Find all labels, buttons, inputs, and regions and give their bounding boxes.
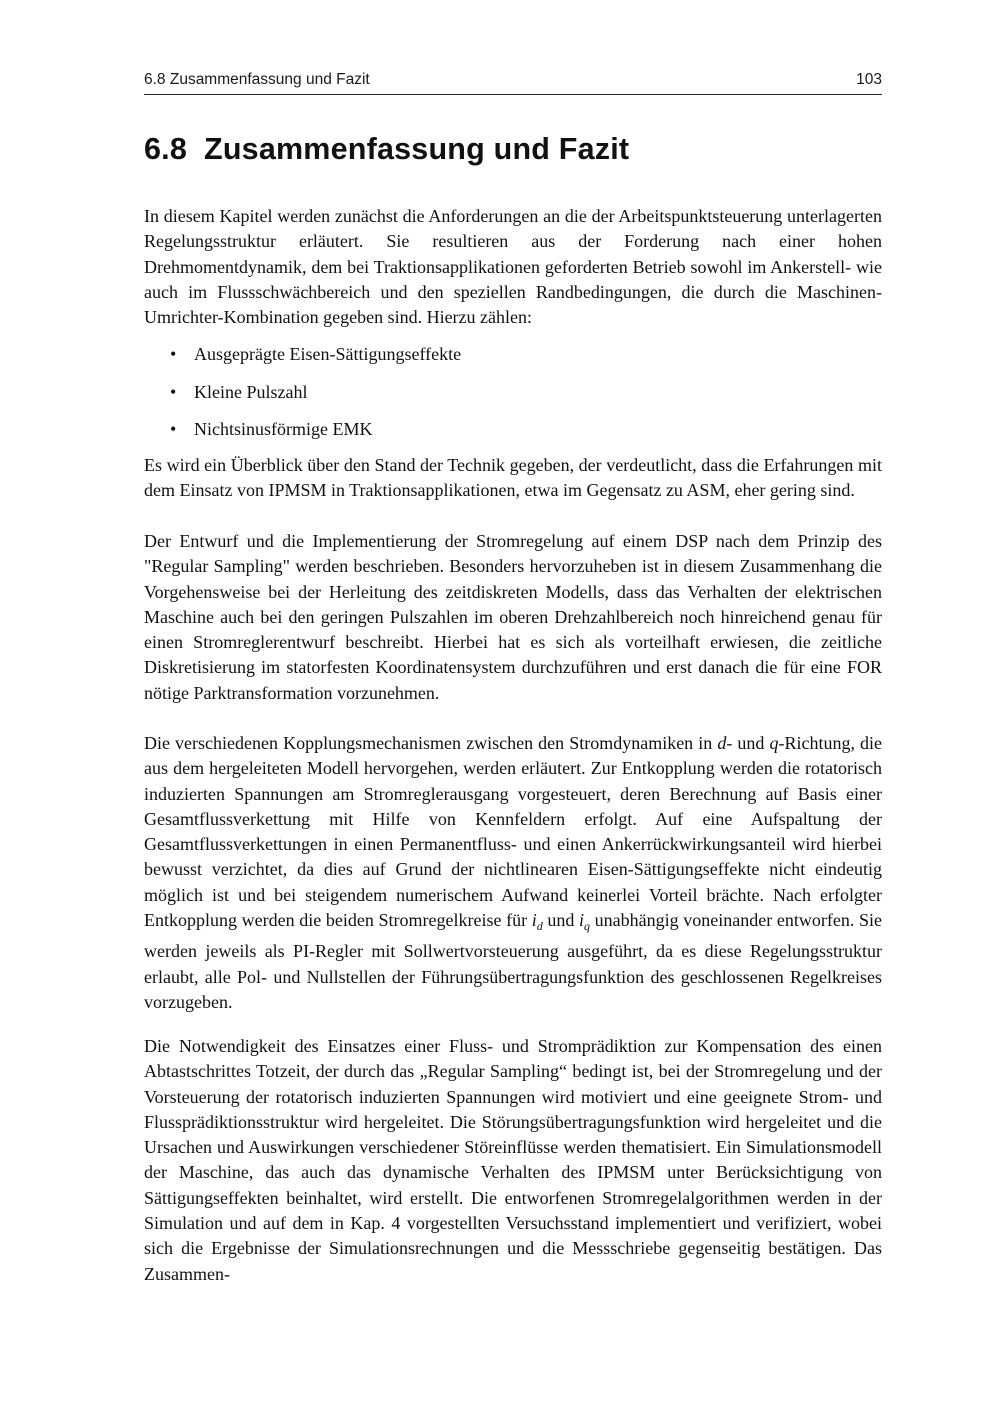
section-title: Zusammenfassung und Fazit xyxy=(204,132,630,166)
bullet-marker: • xyxy=(170,419,177,439)
running-header-title: 6.8 Zusammenfassung und Fazit xyxy=(144,71,370,88)
coupling-text xyxy=(144,731,882,1015)
coupling-text-part: - und xyxy=(726,733,770,753)
section-number: 6.8 xyxy=(144,132,187,166)
list-item xyxy=(144,342,882,380)
coupling-paragraph xyxy=(144,731,882,1015)
coupling-text-part: unabhängig voneinander entworfen. Sie werden jeweils als PI-Regler mit Sollwertvorsteuerung ausgeführt, da es diese Regelungsstruktur erlaubt, alle Pol- und Nullstellen der Führungsübertragungsfunktion des geschlossenen Regelkreises vorzugeben. xyxy=(144,910,882,1012)
intro-paragraph xyxy=(144,204,882,330)
list-item xyxy=(144,380,882,418)
math-current-id xyxy=(531,910,543,934)
list-item xyxy=(144,417,882,455)
coupling-text-part: -Richtung, die aus dem hergeleiteten Modell hervorgehen, werden erläutert. Zur Entkopplung werden die rotatorisch induzierten Spannungen am Stromreglerausgang vorgesteuert, deren Berechnung auf Basis einer Gesamtflussverkettung mit Hilfe von Kennfeldern erfolgt. Auf eine Aufspaltung der Gesamtflussverkettungen in einen Permanentfluss- und einen Ankerrückwirkungsanteil wird hierbei bewusst verzichtet, da dies auf Grund der nichtlinearen Eisen-Sättigungseffekte nicht eindeutig möglich ist und bei steigendem numerischem Aufwand keinerlei Vorteil brächte. Nach erfolgter Entkopplung werden die beiden Stromregelkreise für xyxy=(144,733,883,931)
math-subscript-q: q xyxy=(584,919,591,934)
prediction-text: Die Notwendigkeit des Einsatzes einer Fluss- und Stromprädiktion zur Kompensation des einen Abtastschrittes Totzeit, der durch das „Regular Sampling“ bedingt ist, bei der Stromregelung und der Vorsteuerung der rotatorisch induzierten Spannungen wird motiviert und eine geeignete Strom- und Flussprädiktionsstruktur wird hergeleitet. Die Störungsübertragungsfunktion wird hergeleitet und die Ursachen und Auswirkungen verschiedener Störeinflüsse werden thematisiert. Ein Simulationsmodell der Maschine, das auch das dynamische Verhalten des IPMSM unter Berücksichtigung von Sättigungseffekten beinhaltet, wird erstellt. Die entworfenen Stromregelalgorithmen werden in der Simulation und auf dem in Kap. 4 vorgestellten Versuchsstand implementiert und verifiziert, wobei sich die Ergebnisse der Simulationsrechnungen und die Messschriebe gegenseitig bestätigen. Das Zusammen- xyxy=(144,1036,882,1284)
design-paragraph xyxy=(144,529,882,706)
list-item-text: Nichtsinusförmige EMK xyxy=(194,419,373,439)
state-of-art-text: Es wird ein Überblick über den Stand der Technik gegeben, der verdeutlicht, dass die Erfahrungen mit dem Einsatz von IPMSM in Traktionsapplikationen, etwa im Gegensatz zu ASM, eher gering sind. xyxy=(144,455,882,501)
math-subscript-d: d xyxy=(536,919,543,934)
math-current-iq xyxy=(579,910,591,934)
design-text: Der Entwurf und die Implementierung der Stromregelung auf einem DSP nach dem Prinzip des "Regular Sampling" werden beschrieben. Besonders hervorzuheben ist in diesem Zusammenhang die Vorgehensweise bei der Herleitung des zeitdiskreten Modells, dass das Verhalten der elektrischen Maschine auch bei den geringen Pulszahlen im oberen Drehzahlbereich noch hinreichend genau für einen Stromreglerentwurf beschreibt. Hierbei hat es sich als vorteilhaft erwiesen, die zeitliche Diskretisierung im statorfesten Koordinatensystem durchzuführen und erst danach die für eine FOR nötige Parktransformation vorzunehmen. xyxy=(144,531,882,703)
section-heading xyxy=(144,132,882,167)
requirements-list xyxy=(144,342,882,455)
state-of-art-paragraph xyxy=(144,453,882,504)
list-item-text: Ausgeprägte Eisen-Sättigungseffekte xyxy=(194,344,462,364)
math-base-i: i xyxy=(531,910,537,931)
page-number: 103 xyxy=(856,71,882,88)
coupling-text-part: und xyxy=(542,910,580,931)
math-variable-q: q xyxy=(769,733,779,753)
prediction-paragraph xyxy=(144,1034,882,1287)
coupling-text-part: Die verschiedenen Kopplungsmechanismen zwischen den Stromdynamiken in xyxy=(144,733,718,753)
bullet-marker: • xyxy=(170,344,177,364)
intro-text: In diesem Kapitel werden zunächst die Anforderungen an die der Arbeitspunktsteuerung unterlagerten Regelungsstruktur erläutert. Sie resultieren aus der Forderung nach einer hohen Drehmomentdynamik, dem bei Traktionsapplikationen geforderten Betrieb sowohl im Ankerstell- wie auch im Flussschwächbereich und den speziellen Randbedingungen, die durch die Maschinen-Umrichter-Kombination gegeben sind. Hierzu zählen: xyxy=(144,206,882,328)
math-base-i: i xyxy=(579,910,585,931)
list-item-text: Kleine Pulszahl xyxy=(194,381,308,402)
math-variable-d: d xyxy=(717,733,727,753)
bullet-marker: • xyxy=(170,381,177,402)
running-header xyxy=(144,68,882,95)
